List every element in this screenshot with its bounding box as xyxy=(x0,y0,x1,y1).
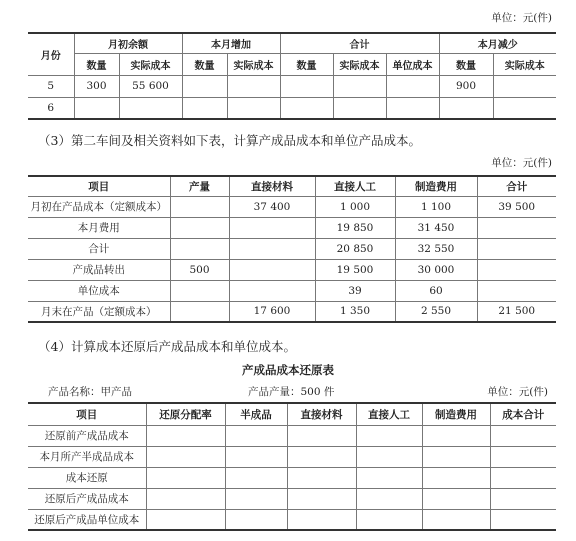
cell xyxy=(493,97,556,119)
cell xyxy=(477,280,556,301)
cell xyxy=(287,509,356,530)
row-label: 产成品转出 xyxy=(28,259,170,280)
cell xyxy=(227,97,280,119)
cell xyxy=(280,75,333,97)
cell: 20 850 xyxy=(315,238,395,259)
cell xyxy=(170,280,229,301)
header-direct-labor: 直接人工 xyxy=(315,176,395,196)
header-total: 合计 xyxy=(477,176,556,196)
row-label: 成本还原 xyxy=(28,467,146,488)
cell xyxy=(477,259,556,280)
table-row xyxy=(28,217,556,238)
cell xyxy=(170,238,229,259)
table-row xyxy=(28,75,556,97)
cell: 1 000 xyxy=(315,196,395,217)
header-overhead: 制造费用 xyxy=(395,176,477,196)
header-direct-materials: 直接材料 xyxy=(287,403,356,425)
row-label: 单位成本 xyxy=(28,280,170,301)
table-row xyxy=(28,488,556,509)
cell xyxy=(477,217,556,238)
header-total: 合计 xyxy=(280,33,439,53)
table-row xyxy=(28,301,556,322)
cell: 37 400 xyxy=(229,196,315,217)
cell: 900 xyxy=(439,75,493,97)
cell xyxy=(356,467,422,488)
sub-header: 实际成本 xyxy=(119,53,182,75)
table-row xyxy=(28,280,556,301)
cell xyxy=(225,488,287,509)
row-label: 本月所产半成品成本 xyxy=(28,446,146,467)
table-row xyxy=(28,196,556,217)
cell xyxy=(490,467,556,488)
cell xyxy=(229,280,315,301)
cell: 2 550 xyxy=(395,301,477,322)
cell xyxy=(356,446,422,467)
sub-header: 实际成本 xyxy=(333,53,386,75)
table-row xyxy=(28,97,556,119)
table-row xyxy=(28,509,556,530)
cell xyxy=(490,509,556,530)
header-decrease: 本月减少 xyxy=(439,33,556,53)
cell xyxy=(490,425,556,446)
row-label: 还原后产成品成本 xyxy=(28,488,146,509)
cell xyxy=(225,446,287,467)
cell xyxy=(386,75,439,97)
question-3-text: （3）第二车间及相关资料如下表，计算产成品成本和单位产品成本。 xyxy=(38,133,421,148)
sub-header: 数量 xyxy=(439,53,493,75)
cell: 6 xyxy=(28,97,74,119)
cell xyxy=(422,488,490,509)
cell xyxy=(280,97,333,119)
cell: 39 500 xyxy=(477,196,556,217)
header-opening-balance: 月初余额 xyxy=(74,33,182,53)
cell xyxy=(287,488,356,509)
header-item: 项目 xyxy=(28,403,146,425)
cell: 21 500 xyxy=(477,301,556,322)
cell xyxy=(225,425,287,446)
sub-header: 单位成本 xyxy=(386,53,439,75)
cell xyxy=(422,446,490,467)
cell: 32 550 xyxy=(395,238,477,259)
table-row xyxy=(28,425,556,446)
sub-header: 实际成本 xyxy=(493,53,556,75)
cell: 60 xyxy=(395,280,477,301)
product-output: 产品产量：500 件 xyxy=(248,386,335,398)
header-item: 项目 xyxy=(28,176,170,196)
row-label: 还原后产成品单位成本 xyxy=(28,509,146,530)
cell xyxy=(146,509,225,530)
cell xyxy=(333,97,386,119)
header-output: 产量 xyxy=(170,176,229,196)
cell xyxy=(422,509,490,530)
cell xyxy=(287,425,356,446)
table-row xyxy=(28,446,556,467)
cell xyxy=(229,238,315,259)
row-label: 月初在产品成本（定额成本） xyxy=(28,196,170,217)
header-restoration-rate: 还原分配率 xyxy=(146,403,225,425)
header-direct-materials: 直接材料 xyxy=(229,176,315,196)
cell xyxy=(227,75,280,97)
sub-header: 数量 xyxy=(280,53,333,75)
cell: 31 450 xyxy=(395,217,477,238)
cell xyxy=(170,217,229,238)
table-row xyxy=(28,259,556,280)
cell xyxy=(182,75,227,97)
cell xyxy=(439,97,493,119)
row-label: 本月费用 xyxy=(28,217,170,238)
sub-header: 数量 xyxy=(182,53,227,75)
cell xyxy=(182,97,227,119)
cell xyxy=(356,509,422,530)
sub-header: 数量 xyxy=(74,53,119,75)
cell xyxy=(170,196,229,217)
cell xyxy=(146,467,225,488)
cell xyxy=(493,75,556,97)
cell: 55 600 xyxy=(119,75,182,97)
cell xyxy=(229,259,315,280)
cell xyxy=(422,467,490,488)
table1-unit: 单位：元(件) xyxy=(491,12,552,24)
header-direct-labor: 直接人工 xyxy=(356,403,422,425)
header-cost-total: 成本合计 xyxy=(490,403,556,425)
cost-restoration-table xyxy=(28,402,556,531)
cell: 1 100 xyxy=(395,196,477,217)
question-4-text: （4）计算成本还原后产成品成本和单位成本。 xyxy=(38,339,296,354)
cell: 19 850 xyxy=(315,217,395,238)
cell: 17 600 xyxy=(229,301,315,322)
cell xyxy=(225,509,287,530)
product-name: 产品名称：甲产品 xyxy=(48,386,132,398)
table3-unit: 单位：元(件) xyxy=(487,386,548,398)
sub-header: 实际成本 xyxy=(227,53,280,75)
cell xyxy=(356,425,422,446)
cell xyxy=(119,97,182,119)
cell xyxy=(356,488,422,509)
cell: 5 xyxy=(28,75,74,97)
cell xyxy=(477,238,556,259)
cell xyxy=(146,425,225,446)
cell xyxy=(333,75,386,97)
cell: 1 350 xyxy=(315,301,395,322)
cell xyxy=(386,97,439,119)
header-month: 月份 xyxy=(28,33,74,75)
cell xyxy=(170,301,229,322)
cell: 500 xyxy=(170,259,229,280)
header-increase: 本月增加 xyxy=(182,33,280,53)
cell xyxy=(490,446,556,467)
row-label: 合计 xyxy=(28,238,170,259)
cell xyxy=(74,97,119,119)
cell xyxy=(287,467,356,488)
cell xyxy=(229,217,315,238)
cell: 19 500 xyxy=(315,259,395,280)
material-table xyxy=(28,32,556,120)
cost-restoration-title: 产成品成本还原表 xyxy=(242,363,334,377)
cell xyxy=(146,488,225,509)
row-label: 还原前产成品成本 xyxy=(28,425,146,446)
header-overhead: 制造费用 xyxy=(422,403,490,425)
table2-unit: 单位：元(件) xyxy=(491,157,552,169)
cell xyxy=(422,425,490,446)
cell xyxy=(225,467,287,488)
cell xyxy=(287,446,356,467)
cell: 30 000 xyxy=(395,259,477,280)
workshop-cost-table xyxy=(28,175,556,323)
table-row xyxy=(28,238,556,259)
cell: 39 xyxy=(315,280,395,301)
cell xyxy=(490,488,556,509)
cell: 300 xyxy=(74,75,119,97)
row-label: 月末在产品（定额成本） xyxy=(28,301,170,322)
header-semi-finished: 半成品 xyxy=(225,403,287,425)
cell xyxy=(146,446,225,467)
table-row xyxy=(28,467,556,488)
